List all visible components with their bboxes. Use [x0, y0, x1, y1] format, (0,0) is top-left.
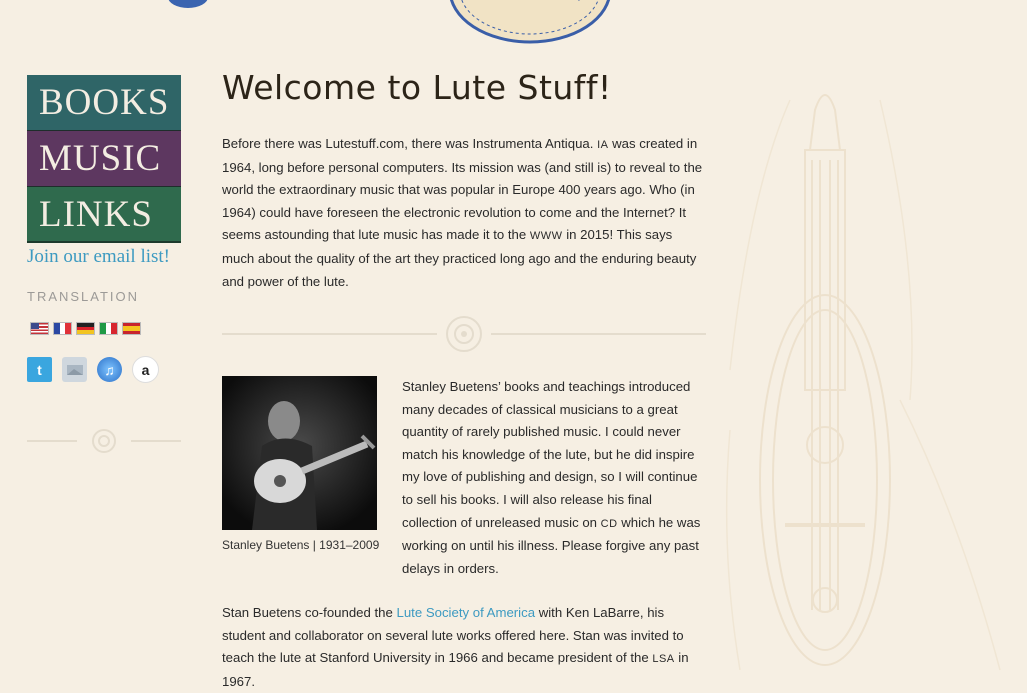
main-nav — [27, 75, 181, 243]
it-flag-icon[interactable] — [99, 322, 118, 335]
es-flag-icon[interactable] — [122, 322, 141, 335]
nav-links-button[interactable]: LINKS — [27, 187, 181, 243]
photo-caption: Stanley Buetens | 1931–2009 — [222, 538, 380, 552]
language-flags — [30, 322, 141, 335]
us-flag-icon[interactable] — [30, 322, 49, 335]
nav-books-button[interactable]: BOOKS — [27, 75, 181, 131]
lsa-paragraph: Stan Buetens co-founded the Lute Society of America with Ken LaBarre, his student and collaborator on several lute works offered here. Stan was invited to teach the lute at Stanford University in 1966 and became president of the LSA in 1967. — [222, 605, 689, 689]
de-flag-icon[interactable] — [76, 322, 95, 335]
background-lute-illustration — [700, 70, 1027, 675]
top-lute-illustration — [440, 0, 620, 55]
page-title: Welcome to Lute Stuff! — [222, 68, 612, 107]
top-decoration-blue — [168, 0, 208, 8]
intro-paragraph: Before there was Lutestuff.com, there was Instrumenta Antiqua. IA was created in 1964, long before personal computers. Its mission was (and still is) to reveal to the world the extraordinary music that was popular in Europe 400 years ago. Who (in 1964) could have foreseen the electronic revolution to come and the Internet? It seems astounding that lute music has made it to the WWW in 2015! This says much about the quality of the art they practiced long ago and the enduring beauty and power of the lute. — [222, 136, 703, 289]
translation-label: TRANSLATION — [27, 289, 140, 304]
sidebar-divider — [27, 428, 181, 454]
itunes-icon[interactable]: ♫ — [97, 357, 122, 382]
generic-icon[interactable] — [62, 357, 87, 382]
amazon-icon[interactable]: a — [132, 356, 159, 383]
fr-flag-icon[interactable] — [53, 322, 72, 335]
lute-society-link[interactable]: Lute Society of America — [396, 605, 536, 620]
stanley-buetens-photo — [222, 376, 377, 530]
nav-music-button[interactable]: MUSIC — [27, 131, 181, 187]
social-icons — [27, 356, 159, 383]
twitter-icon[interactable]: t — [27, 357, 52, 382]
section-divider — [222, 315, 706, 353]
email-list-link[interactable]: Join our email list! — [27, 246, 171, 267]
buetens-paragraph: Stanley Buetens’ books and teachings introduced many decades of classical musicians to a great quantity of rarely published music. I could never match his knowledge of the lute, but he did inspire my love of publishing and design, so I will continue to sell his books. I will also release his final collection of unreleased music on CD which he was working on until his illness. Please forgive any past delays in orders. — [402, 379, 701, 576]
